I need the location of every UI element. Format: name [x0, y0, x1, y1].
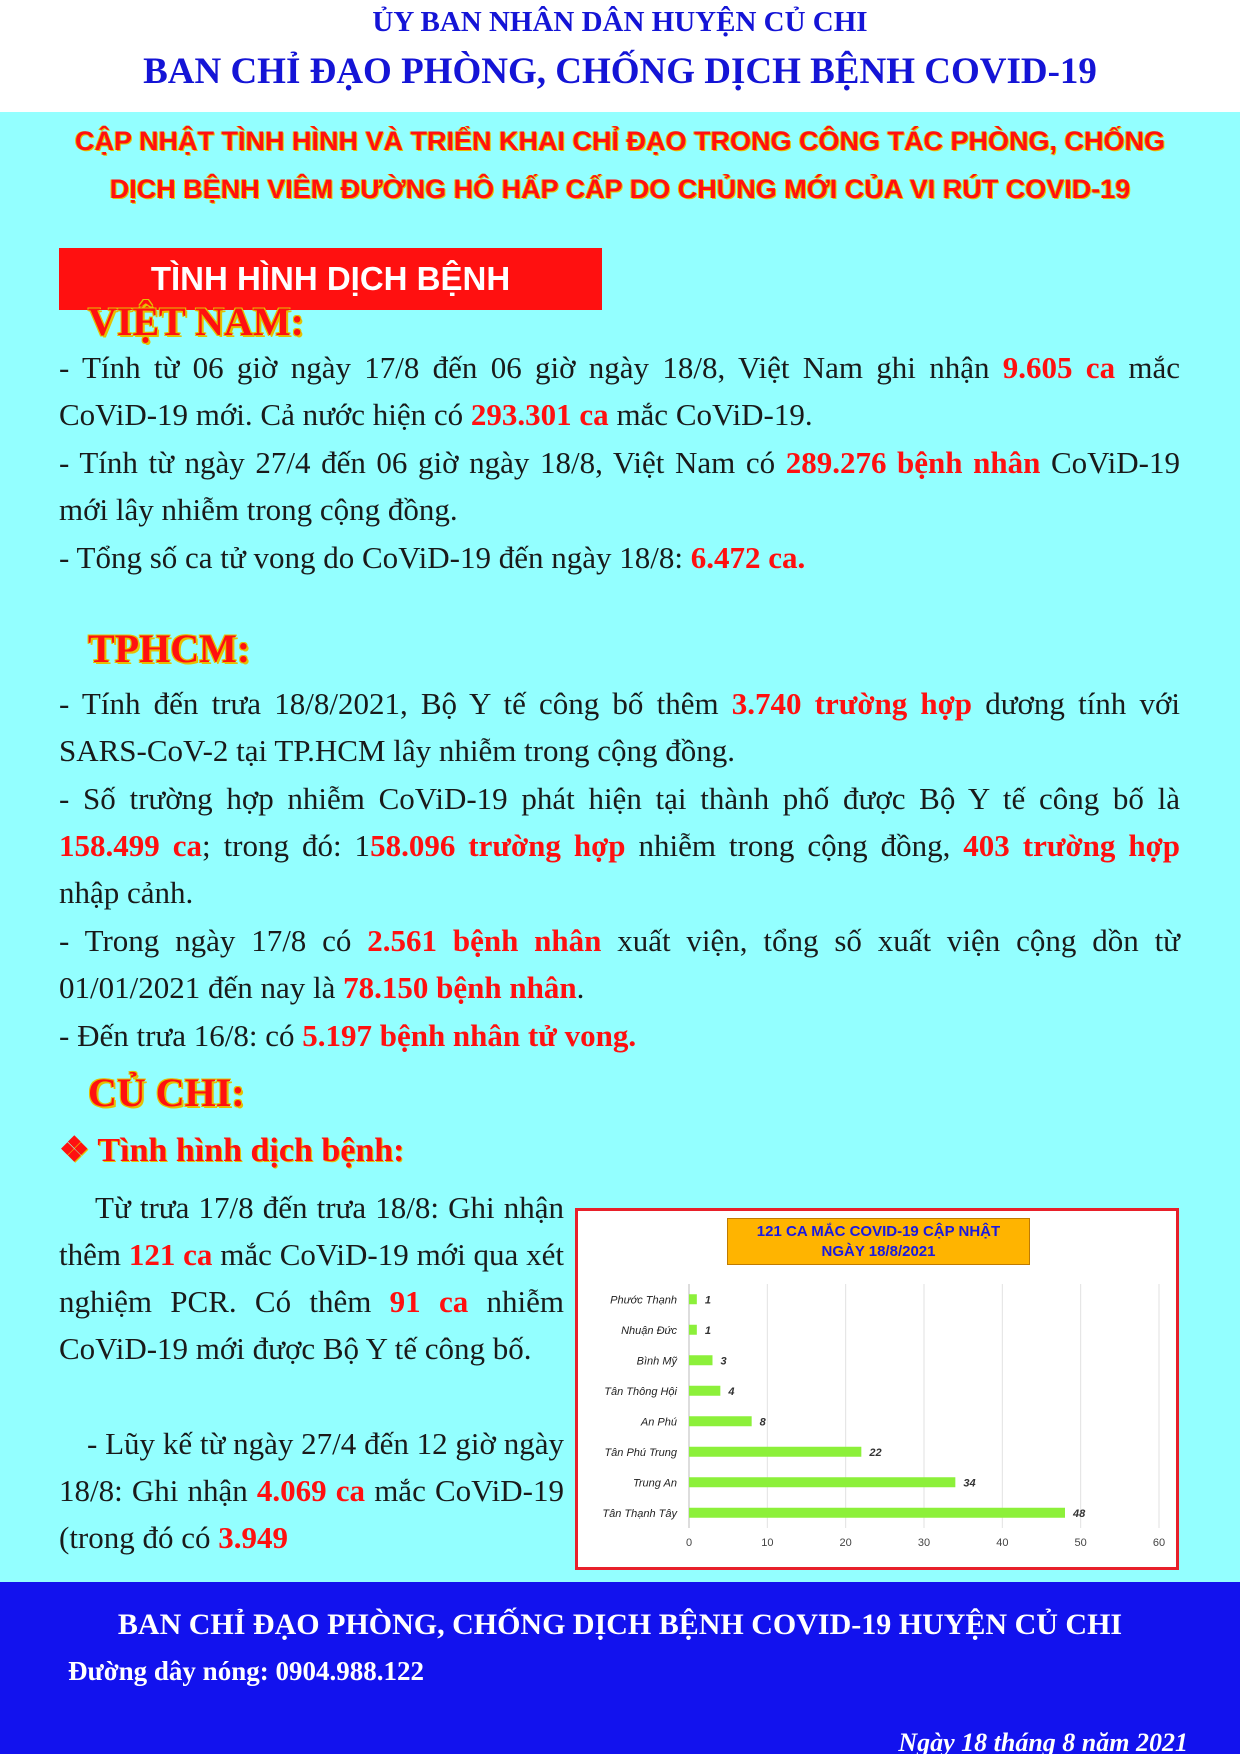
header: [0, 0, 1240, 112]
text: mắc CoViD-19 mới. Cả nước hiện có: [59, 350, 1181, 432]
vietnam-paragraph-1: [59, 344, 1180, 438]
text: - Lũy kế từ ngày 27/4 đến 12 giờ ngày 18/8: Ghi nhận: [59, 1426, 564, 1508]
headline-line-1: CẬP NHẬT TÌNH HÌNH VÀ TRIỂN KHAI CHỈ ĐẠO TRONG CÔNG TÁC PHÒNG, CHỐNG: [74, 126, 1165, 156]
bar: [689, 1508, 1065, 1518]
highlight: 293.301 ca: [470, 397, 609, 432]
text: Từ trưa 17/8 đến trưa 18/8: Ghi nhận thêm: [59, 1190, 564, 1272]
x-tick-label: 30: [917, 1537, 931, 1549]
tphcm-paragraph-4: [59, 1012, 1180, 1059]
text: nhiễm trong cộng đồng,: [625, 828, 964, 863]
footer: [0, 1582, 1240, 1757]
text: .: [576, 970, 585, 1005]
text: xuất viện, tổng số xuất viện cộng dồn từ 01/01/2021 đến nay là: [59, 923, 1180, 1005]
cuchi-subheading: [59, 1130, 405, 1170]
category-label: Nhuận Đức: [621, 1324, 677, 1337]
data-label: 4: [728, 1385, 735, 1398]
cuchi-paragraph-2: [59, 1420, 564, 1561]
highlight: 78.150 bệnh nhân: [343, 970, 577, 1005]
highlight: 3.740 trường hợp: [731, 686, 973, 721]
highlight: 91 ca: [389, 1284, 469, 1319]
text: - Tổng số ca tử vong do CoViD-19 đến ngày 18/8:: [59, 540, 691, 575]
header-org-name: ỦY BAN NHÂN DÂN HUYỆN CỦ CHI: [372, 6, 868, 38]
bar: [689, 1447, 861, 1457]
highlight: 4.069 ca: [256, 1473, 366, 1508]
footer-date: Ngày 18 tháng 8 năm 2021: [898, 1728, 1188, 1757]
text: - Tính đến trưa 18/8/2021, Bộ Y tế công bố thêm: [59, 686, 732, 721]
bar: [689, 1294, 697, 1304]
header-committee-name: BAN CHỈ ĐẠO PHÒNG, CHỐNG DỊCH BỆNH COVID-19: [143, 51, 1097, 92]
chart-container: [575, 1208, 1179, 1570]
x-tick-label: 60: [1152, 1537, 1166, 1549]
category-label: Tân Thạnh Tây: [602, 1507, 677, 1520]
text: - Trong ngày 17/8 có: [59, 923, 368, 958]
category-label: An Phú: [640, 1416, 677, 1429]
x-tick-label: 10: [761, 1537, 774, 1549]
text: - Tính từ ngày 27/4 đến 06 giờ ngày 18/8, Việt Nam có: [59, 445, 786, 480]
bar: [689, 1355, 713, 1365]
bar: [689, 1386, 720, 1396]
highlight: 6.472 ca.: [690, 540, 806, 575]
bar: [689, 1325, 697, 1335]
chart-title-line-2: NGÀY 18/8/2021: [821, 1243, 936, 1260]
text: ; trong đó: 1: [201, 828, 371, 863]
highlight: 5.197 bệnh nhân tử vong.: [302, 1018, 637, 1053]
highlight: 3.949: [218, 1520, 289, 1555]
x-tick-label: 20: [839, 1537, 852, 1549]
highlight: 9.605 ca: [1002, 350, 1116, 385]
data-label: 34: [963, 1477, 976, 1490]
category-label: Trung An: [632, 1477, 677, 1490]
highlight: 158.499 ca: [59, 828, 202, 863]
headline-line-2: DỊCH BỆNH VIÊM ĐƯỜNG HÔ HẤP CẤP DO CHỦNG MỚI CỦA VI RÚT COVID-19: [109, 174, 1131, 204]
data-label: 8: [759, 1416, 766, 1429]
section-title-vietnam: VIỆT NAM:: [88, 299, 304, 344]
section-title-cuchi: CỦ CHI:: [88, 1070, 245, 1115]
vietnam-paragraph-3: [59, 534, 1180, 581]
vietnam-paragraph-2: [59, 439, 1180, 533]
x-tick-label: 0: [685, 1537, 693, 1549]
section-title-tphcm: TPHCM:: [88, 626, 251, 671]
bar: [689, 1416, 752, 1426]
data-label: 22: [869, 1446, 882, 1459]
data-label: 3: [720, 1355, 727, 1368]
category-label: Bình Mỹ: [636, 1355, 677, 1368]
text: CoViD-19 mới lây nhiễm trong cộng đồng.: [59, 445, 1180, 527]
highlight: 2.561 bệnh nhân: [367, 923, 602, 958]
situation-label: TÌNH HÌNH DỊCH BỆNH: [59, 248, 602, 310]
text: mắc CoViD-19 (trong đó có: [59, 1473, 564, 1555]
category-label: Tân Phú Trung: [604, 1446, 677, 1459]
chart-title-line-1: 121 CA MẮC COVID-19 CẬP NHẬT: [756, 1223, 1001, 1240]
cuchi-paragraph-1: [59, 1184, 564, 1372]
data-label: 1: [704, 1324, 711, 1337]
cuchi-subheading-text: Tình hình dịch bệnh:: [97, 1132, 405, 1169]
highlight: 403 trường hợp: [963, 828, 1180, 863]
diamond-bullet-icon: ❖: [59, 1132, 90, 1169]
x-tick-label: 40: [996, 1537, 1009, 1549]
bar-chart: [578, 1211, 1176, 1567]
text: - Số trường hợp nhiễm CoViD-19 phát hiện tại thành phố được Bộ Y tế công bố là: [59, 781, 1180, 816]
footer-committee: BAN CHỈ ĐẠO PHÒNG, CHỐNG DỊCH BỆNH COVID-19 HUYỆN CỦ CHI: [117, 1608, 1123, 1641]
tphcm-paragraph-3: [59, 917, 1180, 1011]
data-label: 48: [1073, 1507, 1086, 1520]
data-label: 1: [704, 1294, 711, 1307]
text: mắc CoViD-19 mới qua xét nghiệm PCR. Có thêm: [59, 1237, 564, 1319]
category-label: Tân Thông Hội: [604, 1385, 677, 1398]
text: - Tính từ 06 giờ ngày 17/8 đến 06 giờ ngày 18/8, Việt Nam ghi nhận: [59, 350, 1003, 385]
x-tick-label: 50: [1074, 1537, 1087, 1549]
text: - Đến trưa 16/8: có: [59, 1018, 303, 1053]
tphcm-paragraph-1: [59, 680, 1180, 774]
highlight: 121 ca: [128, 1237, 213, 1272]
tphcm-paragraph-2: [59, 775, 1180, 916]
text: mắc CoViD-19.: [608, 397, 813, 432]
text: dương tính với SARS-CoV-2 tại TP.HCM lây nhiễm trong cộng đồng.: [59, 686, 1180, 768]
highlight: 289.276 bệnh nhân: [785, 445, 1041, 480]
highlight: 58.096 trường hợp: [370, 828, 626, 863]
text: nhập cảnh.: [59, 875, 194, 910]
bar: [689, 1477, 955, 1487]
category-label: Phước Thạnh: [610, 1294, 677, 1307]
text: nhiễm CoViD-19 mới được Bộ Y tế công bố.: [59, 1284, 564, 1366]
footer-hotline: Đường dây nóng: 0904.988.122: [68, 1656, 424, 1686]
